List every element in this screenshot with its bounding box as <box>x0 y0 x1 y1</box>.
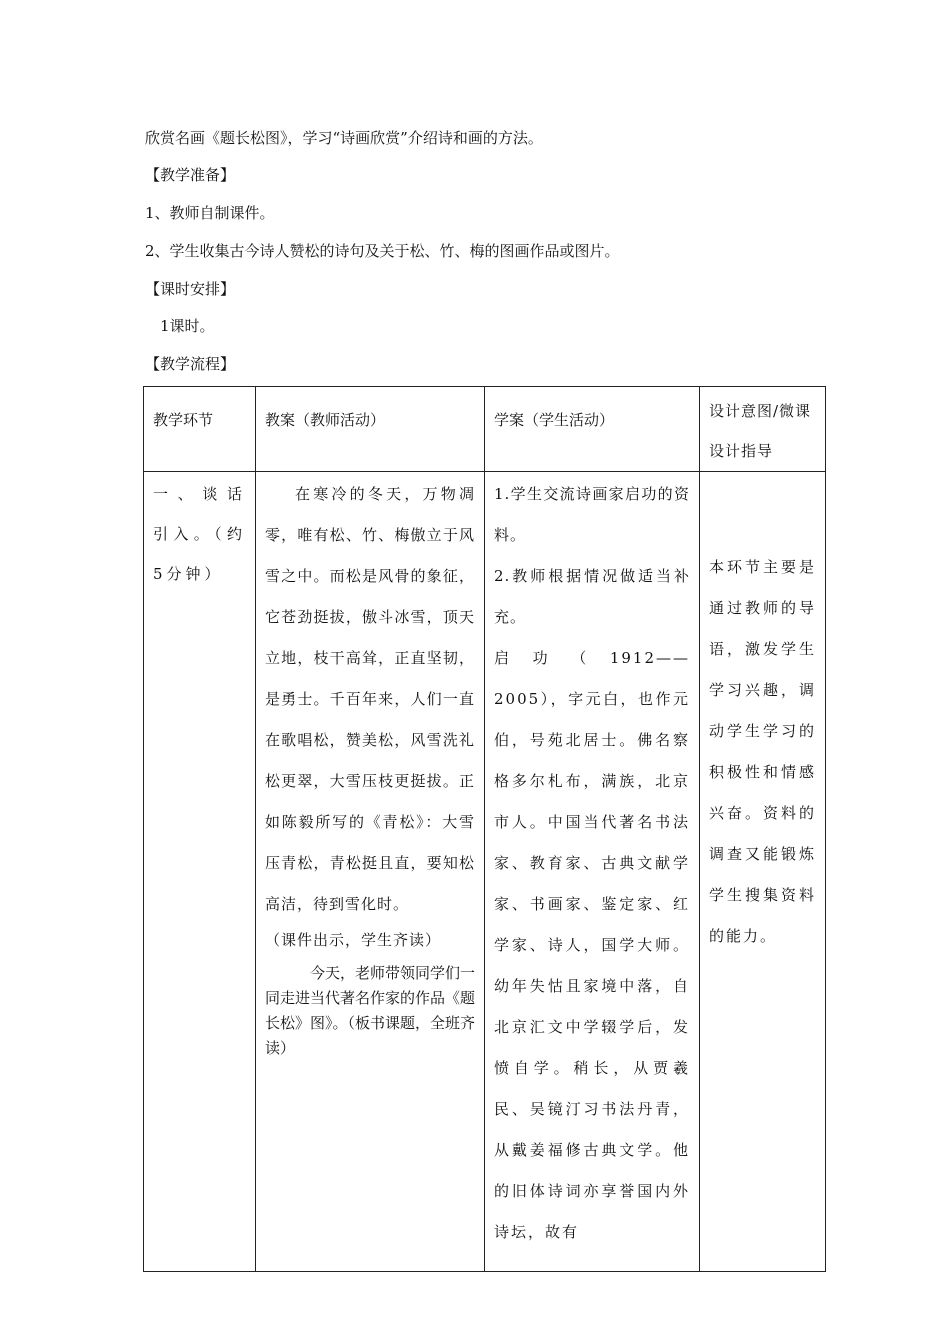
table-row <box>144 472 826 1272</box>
prep-item-1: 1、教师自制课件。 <box>145 204 275 222</box>
teacher-note: （课件出示，学生齐读） <box>265 931 442 949</box>
design-intent-cell: 本环节主要是通过教师的导语，激发学生学习兴趣，调动学生学习的积极性和情感兴奋。资料的调查又能锻炼学生搜集资料的能力。 <box>700 472 826 1272</box>
student-bio-text: 启功（1912——2005），字元白，也作元伯，号苑北居士。佛名察格多尔札布，满族，北京市人。中国当代著名书法家、教育家、古典文献学家、书画家、鉴定家、红学家、诗人，国学大师。幼年失怙且家境中落，自北京汇文中学辍学后，发愤自学。稍长，从贾羲民、吴镜汀习书法丹青，从戴姜福修古典文学。他的旧体诗词亦享誉国内外诗坛，故有 <box>494 649 690 1241</box>
student-item-2: 2.教师根据情况做适当补充。 <box>494 567 690 626</box>
student-activity-cell <box>485 472 700 1272</box>
intro-line: 欣赏名画《题长松图》，学习“诗画欣赏”介绍诗和画的方法。 <box>145 129 543 147</box>
header-teacher: 教案（教师活动） <box>256 387 485 472</box>
flow-heading: 【教学流程】 <box>145 355 236 373</box>
student-item-1: 1.学生交流诗画家启功的资料。 <box>494 485 690 544</box>
schedule-text: 1课时。 <box>160 317 215 335</box>
header-design: 设计意图/微课设计指导 <box>700 387 826 472</box>
prep-heading: 【教学准备】 <box>145 166 236 184</box>
schedule-heading: 【课时安排】 <box>145 280 236 298</box>
teacher-activity-cell <box>256 472 485 1272</box>
stage-cell: 一、谈话引入。（约5分钟） <box>144 472 256 1272</box>
table-header-row <box>144 387 826 472</box>
teacher-main-text: 在寒冷的冬天，万物凋零，唯有松、竹、梅傲立于风雪之中。而松是风骨的象征，它苍劲挺拔，傲斗冰雪，顶天立地，枝干高耸，正直坚韧，是勇士。千百年来，人们一直在歌唱松，赞美松，风雪洗礼松更翠，大雪压枝更挺拔。正如陈毅所写的《青松》：大雪压青松，青松挺且直，要知松高洁，待到雪化时。 <box>265 485 475 913</box>
header-student: 学案（学生活动） <box>485 387 700 472</box>
teacher-closing-text: 今天，老师带领同学们一同走进当代著名作家的作品《题长松》图》。（板书课题，全班齐读） <box>265 964 476 1057</box>
header-stage: 教学环节 <box>144 387 256 472</box>
prep-item-2: 2、学生收集古今诗人赞松的诗句及关于松、竹、梅的图画作品或图片。 <box>145 242 620 260</box>
teaching-flow-table <box>143 386 826 1272</box>
